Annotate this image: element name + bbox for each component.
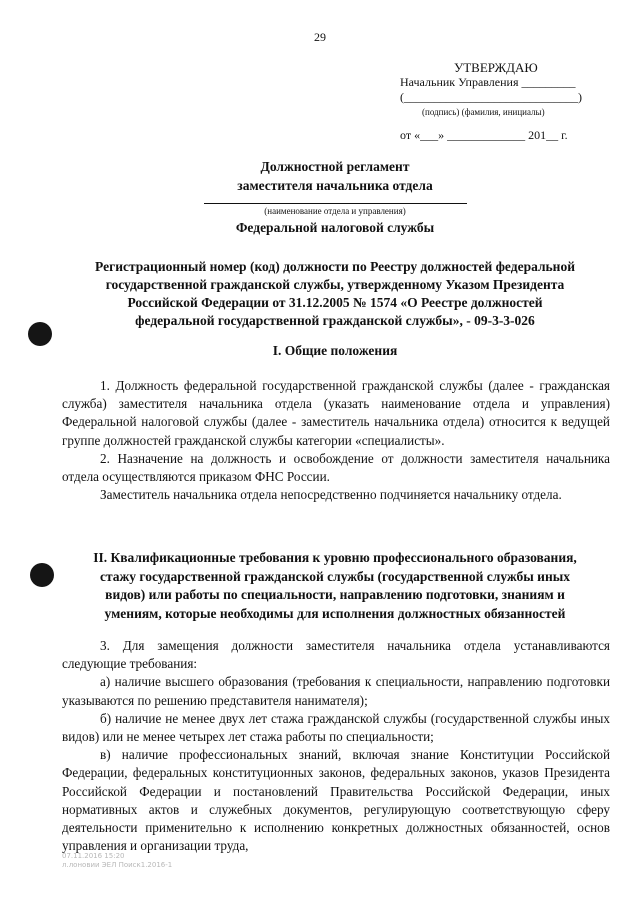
section1-heading: I. Общие положения: [272, 343, 398, 358]
approval-title: УТВЕРЖДАЮ: [454, 60, 538, 75]
print-stamp-line1: 07.11.2016 15:20: [62, 852, 125, 860]
department-underline: [204, 203, 467, 204]
section2-paragraph-2: а) наличие высшего образования (требования к специальности, направлению подготовки указываются по решению представителя нанимателя);: [62, 674, 610, 708]
print-stamp-line2: л.лоновии ЭЕЛ Поиск1.2016-1: [62, 861, 173, 869]
section1-paragraph-2: 2. Назначение на должность и освобождение от должности заместителя начальника отдела осуществляются приказом ФНС России.: [62, 450, 610, 485]
section2-body: [62, 637, 610, 855]
section2-heading-line2: стажу государственной гражданской службы (государственной службы иных: [99, 568, 571, 584]
print-stamp: [62, 852, 172, 870]
section2-paragraph-4: в) наличие профессиональных знаний, включая знание Конституции Российской Федерации, федеральных конституционных законов, федеральных законов, указов Президента Российской Федерации и постановлений Правительства Российской Федерации, иных нормативных актов и служебных документов, регулирующую соответствующую сферу деятельности применительно к исполнению конкретных должностных обязанностей, основ управления и организации труда,: [62, 747, 610, 854]
registration-line3: Российской Федерации от 31.12.2005 № 1574 «О Реестре должностей: [127, 295, 543, 310]
section1-paragraph-3: Заместитель начальника отдела непосредственно подчиняется начальнику отдела.: [100, 487, 562, 503]
section2-heading-line3: видов) или работы по специальности, направлению подготовки, знаниям и: [105, 587, 565, 602]
section2-paragraph-1: 3. Для замещения должности заместителя начальника отдела устанавливаются следующие требования:: [62, 638, 610, 672]
section2-heading: [60, 549, 610, 623]
section1-body: [62, 377, 610, 504]
registration-line1: Регистрационный номер (код) должности по Реестру должностей федеральной: [95, 259, 575, 274]
document-title: [60, 157, 610, 195]
approval-block: [400, 60, 600, 143]
approval-name-line: (_____________________________): [400, 90, 582, 104]
service-name: Федеральной налоговой службы: [235, 220, 435, 235]
approval-position-line: Начальник Управления _________: [400, 75, 576, 89]
punch-hole-mark: [30, 563, 54, 587]
page-number: 29: [314, 30, 326, 44]
approval-date-line: от «___» _____________ 201__ г.: [400, 128, 568, 142]
approval-name-caption: (подпись) (фамилия, инициалы): [422, 107, 545, 117]
document-title-line1: Должностной регламент: [260, 159, 410, 174]
punch-hole-mark: [28, 322, 52, 346]
document-title-line2: заместителя начальника отдела: [237, 178, 433, 193]
registration-line4: федеральной государственной гражданской службы», - 09-3-3-026: [135, 313, 535, 328]
section2-paragraph-3: б) наличие не менее двух лет стажа гражданской службы (государственной службы иных видов) или не менее четырех лет стажа работы по специальности;: [62, 710, 610, 745]
registration-number-block: [60, 258, 610, 330]
section1-paragraph-1: 1. Должность федеральной государственной гражданской службы (далее - гражданская служба) заместителя начальника отдела (указать наименование отдела и управления) Федеральной налоговой службы (далее - заместитель начальника отдела) относится к ведущей группе должностей гражданской службы категории «специалисты».: [62, 378, 610, 448]
registration-line2: государственной гражданской службы, утвержденному Указом Президента: [105, 277, 565, 292]
section2-heading-line4: умениям, которые необходимы для исполнения должностных обязанностей: [104, 605, 566, 621]
department-caption: (наименование отдела и управления): [264, 206, 406, 216]
section2-heading-line1: II. Квалификационные требования к уровню профессионального образования,: [93, 550, 577, 565]
